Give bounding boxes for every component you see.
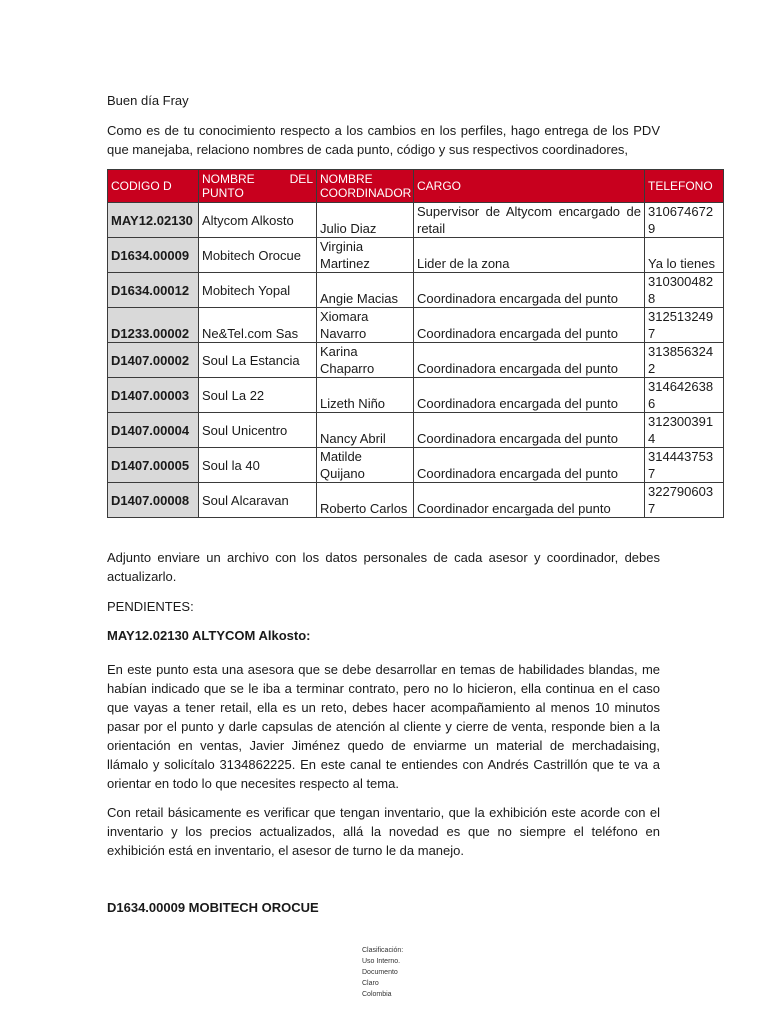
footer-line: Documento xyxy=(362,969,398,976)
cell-coordinador: Lizeth Niño xyxy=(317,378,414,413)
cell-codigo: D1407.00004 xyxy=(108,413,199,448)
header-nombre-punto: NOMBRE DEL PUNTO xyxy=(199,170,317,203)
header-nombre-coordinador: NOMBRE COORDINADOR xyxy=(317,170,414,203)
cell-telefono: 3227906037 xyxy=(645,483,724,518)
cell-cargo: Lider de la zona xyxy=(414,238,645,273)
cell-codigo: D1233.00002 xyxy=(108,308,199,343)
table-row xyxy=(108,483,724,518)
section1-title: MAY12.02130 ALTYCOM Alkosto: xyxy=(107,628,311,643)
table-row xyxy=(108,413,724,448)
footer-line: Clasificación: xyxy=(362,947,404,954)
cell-coordinador: Matilde Quijano xyxy=(317,448,414,483)
cell-coordinador: Karina Chaparro xyxy=(317,343,414,378)
cell-coordinador: Roberto Carlos xyxy=(317,483,414,518)
header-cargo: CARGO xyxy=(414,170,645,203)
cell-codigo: D1634.00012 xyxy=(108,273,199,308)
table-row xyxy=(108,238,724,273)
cell-telefono: 3103004828 xyxy=(645,273,724,308)
cell-telefono: 3123003914 xyxy=(645,413,724,448)
header-codigo: CODIGO D xyxy=(108,170,199,203)
cell-punto: Soul Alcaravan xyxy=(199,483,317,518)
pdv-table xyxy=(107,169,724,518)
table-row xyxy=(108,203,724,238)
cell-codigo: D1634.00009 xyxy=(108,238,199,273)
cell-punto: Mobitech Orocue xyxy=(199,238,317,273)
cell-codigo: D1407.00002 xyxy=(108,343,199,378)
table-row xyxy=(108,378,724,413)
cell-cargo: Coordinador encargada del punto xyxy=(414,483,645,518)
cell-codigo: D1407.00008 xyxy=(108,483,199,518)
cell-punto: Soul la 40 xyxy=(199,448,317,483)
cell-cargo: Coordinadora encargada del punto xyxy=(414,413,645,448)
classification-footer xyxy=(362,945,403,1000)
cell-coordinador: Virginia Martinez xyxy=(317,238,414,273)
cell-cargo: Coordinadora encargada del punto xyxy=(414,378,645,413)
cell-punto: Altycom Alkosto xyxy=(199,203,317,238)
table-row xyxy=(108,343,724,378)
cell-punto: Mobitech Yopal xyxy=(199,273,317,308)
header-telefono: TELEFONO xyxy=(645,170,724,203)
cell-cargo: Coordinadora encargada del punto xyxy=(414,448,645,483)
section1-paragraph-2: Con retail básicamente es verificar que tengan inventario, que la exhibición este acorde con el inventario y los precios actualizados, allá la novedad es que no siempre el teléfono en exhibición está en inventario, el asesor de turno le da manejo. xyxy=(107,805,660,858)
cell-punto: Soul La Estancia xyxy=(199,343,317,378)
cell-codigo: MAY12.02130 xyxy=(108,203,199,238)
attachment-note: Adjunto enviare un archivo con los datos personales de cada asesor y coordinador, debes actualizarlo. xyxy=(107,550,660,584)
cell-coordinador: Angie Macias xyxy=(317,273,414,308)
cell-coordinador: Nancy Abril xyxy=(317,413,414,448)
pending-label: PENDIENTES: xyxy=(107,599,194,614)
cell-punto: Soul Unicentro xyxy=(199,413,317,448)
cell-telefono: 3138563242 xyxy=(645,343,724,378)
cell-punto: Ne&Tel.com Sas xyxy=(199,308,317,343)
cell-telefono: 3106746729 xyxy=(645,203,724,238)
cell-cargo: Supervisor de Altycom encargado de retail xyxy=(414,203,645,238)
section2-title: D1634.00009 MOBITECH OROCUE xyxy=(107,900,319,915)
cell-codigo: D1407.00003 xyxy=(108,378,199,413)
footer-line: Colombia xyxy=(362,991,392,998)
footer-line: Uso Interno. xyxy=(362,958,401,965)
cell-cargo: Coordinadora encargada del punto xyxy=(414,343,645,378)
cell-telefono: 3125132497 xyxy=(645,308,724,343)
section1-paragraph-1: En este punto esta una asesora que se debe desarrollar en temas de habilidades blandas, me habían indicado que se le iba a terminar contrato, pero no lo hicieron, ella continua en el caso que vayas a tener retail, ella es un reto, debes hacer acompañamiento al menos 10 minutos pasar por el punto y darle capsulas de atención al cliente y cierre de venta, responde bien a la orientación en ventas, Javier Jiménez quedo de enviarme un material de merchadaising, llámalo y solicítalo 3134862225. En este canal te entiendes con Andrés Castrillón que te va a orientar en todo lo que necesites respecto al tema. xyxy=(107,662,660,791)
cell-telefono: 3146426386 xyxy=(645,378,724,413)
table-row xyxy=(108,308,724,343)
cell-codigo: D1407.00005 xyxy=(108,448,199,483)
cell-coordinador: Julio Diaz xyxy=(317,203,414,238)
cell-cargo: Coordinadora encargada del punto xyxy=(414,273,645,308)
cell-telefono: Ya lo tienes xyxy=(645,238,724,273)
cell-punto: Soul La 22 xyxy=(199,378,317,413)
cell-telefono: 3144437537 xyxy=(645,448,724,483)
table-header-row xyxy=(108,170,724,203)
footer-line: Claro xyxy=(362,980,379,987)
cell-cargo: Coordinadora encargada del punto xyxy=(414,308,645,343)
table-row xyxy=(108,448,724,483)
cell-coordinador: Xiomara Navarro xyxy=(317,308,414,343)
intro-paragraph: Como es de tu conocimiento respecto a los cambios en los perfiles, hago entrega de los PDV que manejaba, relaciono nombres de cada punto, código y sus respectivos coordinadores, xyxy=(107,123,660,157)
table-row xyxy=(108,273,724,308)
greeting: Buen día Fray xyxy=(107,93,189,108)
